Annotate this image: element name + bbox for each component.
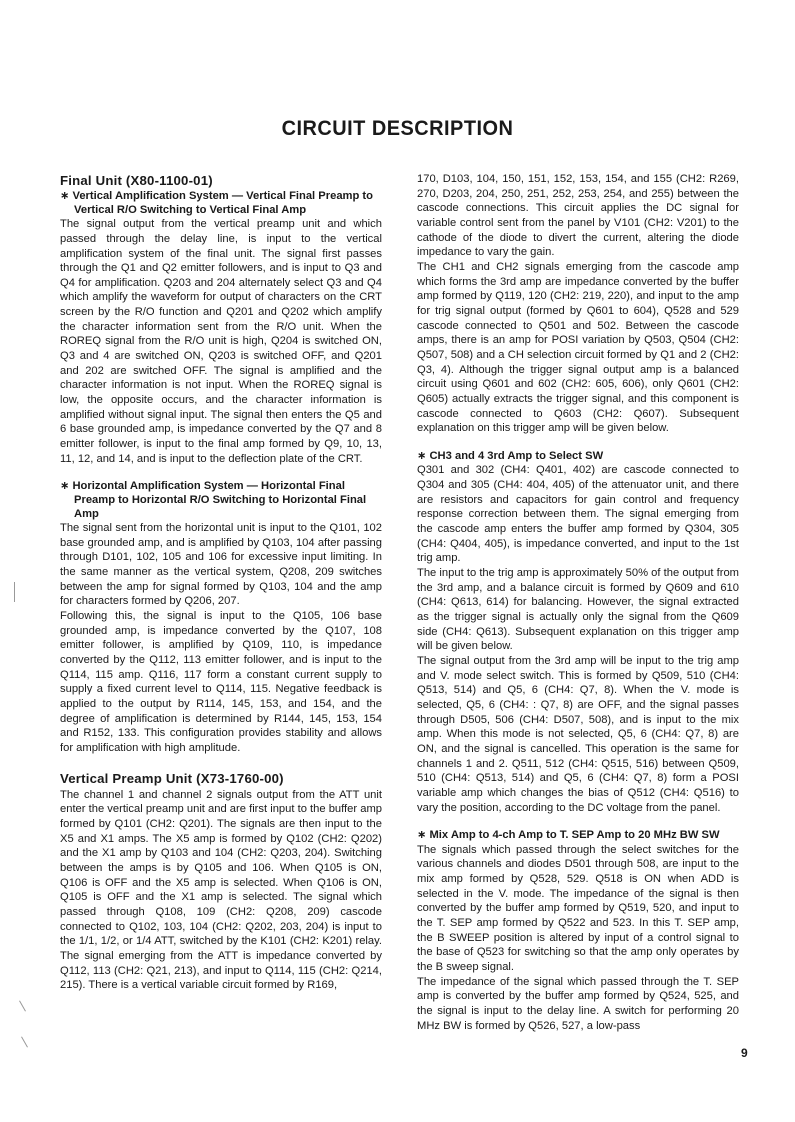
mix-amp-paragraph-2: The impedance of the signal which passed through the T. SEP amp is converted by the buffer amp formed by Q524, 525, and the signal is input to the delay line. A switch for performing 20 MHz BW is formed by Q526, 527, a low-pass bbox=[417, 975, 739, 1032]
ch34-paragraph-2: The input to the trig amp is approximately 50% of the output from the 3rd amp, and a balance circuit is formed by Q609 and 610 (CH4: Q613, 614) for balancing. However, the signal extracted as the trigger signal is actually only the signal from the Q609 side (CH4: Q613). Subsequent explanation on this trigger amp will be given below. bbox=[417, 567, 739, 653]
margin-mark bbox=[21, 1037, 28, 1048]
mix-amp-paragraph-1: The signals which passed through the select switches for the various channels and diodes D501 through 508, are input to the mix amp formed by Q528, 529. Q518 is ON when ADD is selected in the V. mode. The impedance of the signal is then converted by the buffer amp formed by Q519, 520, and input to the T. SEP amp formed by Q522 and 523. In this T. SEP amp, the B SWEEP position is altered by input of a control signal to the base of Q523 for switching so that the amp only operates by the B sweep signal. bbox=[417, 843, 739, 973]
left-column bbox=[60, 172, 382, 993]
ch34-paragraph-3: The signal output from the 3rd amp will be input to the trig amp and V. mode select switch. This is formed by Q509, 510 (CH4: Q513, 514) and Q5, 6 (CH4: Q7, 8). When the V. mode is selected, Q5, 6 (CH4: : Q7, 8) are OFF, and the signal passes through D505, 506 (CH4: D507, 508), and is input to the mix amp. When this mode is not selected, Q5, 6 (CH4: Q7, 8) are ON, and the signal is cancelled. This operation is the same for channels 1 and 2. Q511, 512 (CH4: Q515, 516) between Q509, 510 (CH4: Q513, 514) and Q5, 6 (CH4: Q7, 8) form a POSI variable amp which changes the bias of Q512 (CH4: Q516) to vary the position, according to the DC voltage from the panel. bbox=[417, 654, 739, 814]
horizontal-system-heading: ∗ Horizontal Amplification System — Horizontal Final Preamp to Horizontal R/O Switching to Horizontal Final Amp bbox=[60, 480, 367, 520]
final-unit-heading: Final Unit (X80-1100-01) bbox=[60, 173, 213, 188]
horizontal-system-paragraph-1: The signal sent from the horizontal unit is input to the Q101, 102 base grounded amp, and is amplified by Q103, 104 after passing through D101, 102, 105 and 106 for excessive input limiting. In the same manner as the vertical system, Q208, 209 switches between the amp for signal formed by Q103, 104 and the amp for characters formed by Q206, 207. bbox=[60, 522, 382, 608]
vertical-system-paragraph: The signal output from the vertical preamp unit and which passed through the delay line, is input to the vertical amplification system of the final unit. The signal first passes through the Q1 and Q2 emitter followers, and is input to Q3 and Q4 for amplification. Q203 and 204 alternately select Q3 and Q4 which amplify the waveform for output of characters on the CRT screen by the R/O function and Q201 and Q202 which amplify the character information sent from the R/O unit. When the ROREQ signal from the R/O unit is high, Q204 is switched ON, Q3 and 4 are switched ON, Q203 is switched OFF, and Q201 and 202 are switched OFF. The signal is amplified and the character information is not input. When the ROREQ signal is low, the opposite occurs, and the character information is amplified without signal input. The signal then enters the Q5 and 6 base grounded amp, is impedance converted by the Q7 and 8 emitter follower, is input to the final amp formed by Q9, 10, 13, 11, 12, and 14, and is input to the deflection plate of the CRT. bbox=[60, 218, 382, 465]
ch34-heading: ∗ CH3 and 4 3rd Amp to Select SW bbox=[417, 449, 604, 462]
vertical-system-heading: ∗ Vertical Amplification System — Vertical Final Preamp to Vertical R/O Switching to Vertical Final Amp bbox=[60, 190, 373, 216]
horizontal-system-paragraph-2: Following this, the signal is input to the Q105, 106 base grounded amp, is impedance converted by the Q107, 108 emitter follower, is amplified by Q109, 110, is impedance converted by the Q112, 113 emitter follower, and is input to the Q114, 115 amp. Q116, 117 form a constant current supply to supply a fixed current level to Q114, 115. Negative feedback is applied to the output by R114, 145, 153, and 154, and the degree of amplification is determined by R144, 145, 153, 154 and R152, 133. This configuration provides stability and allows for amplification with high amplitude. bbox=[60, 610, 382, 754]
margin-mark bbox=[19, 1001, 26, 1012]
right-column bbox=[417, 172, 739, 1033]
page-title: CIRCUIT DESCRIPTION bbox=[281, 117, 514, 140]
continued-paragraph-2: The CH1 and CH2 signals emerging from the cascode amp which forms the 3rd amp are impedance converted by the buffer amp formed by Q119, 120 (CH2: 219, 220), and input to the amp for trig signal output (formed by Q601 to 604), Q528 and 529 cascode connected to Q501 and 502. Between the cascode amps, there is an amp for POSI variation by Q503, Q504 (CH2: Q507, 508) and a CH selection circuit formed by Q1 and 2 (CH2: Q3, 4). Although the trigger signal output amp is a balanced circuit using Q601 and 602 (CH2: 605, 606), only Q601 (CH2: Q605) actually extracts the trigger signal, and this component is cascode connected to Q603 (CH2: Q607). Subsequent explanation on this trigger amp will be given below. bbox=[417, 260, 739, 435]
preamp-paragraph: The channel 1 and channel 2 signals output from the ATT unit enter the vertical preamp unit and are first input to the buffer amp formed by Q101 (CH2: Q201). The signals are then input to the X5 and X1 amps. The X5 amp is formed by Q102 (CH2: Q202) and the X1 amp by Q103 and 104 (CH2: Q203, 204). Switching between the amps is by Q105 and 106. When Q105 is ON, Q106 is OFF and the X5 amp is selected. When Q106 is ON, Q105 is OFF and the X1 amp is selected. The signal which passed through Q108, 109 (CH2: Q208, 209) cascode connected to Q102, 103, 104 (CH2: Q202, 203, 204) is input to the 1/1, 1/2, or 1/4 ATT, switched by the K101 (CH2: K201) relay. The signal emerging from the ATT is impedance converted by Q112, 113 (CH2: Q21, 213), and input to Q114, 115 (CH2: Q214, 215). There is a vertical variable circuit formed by R169, bbox=[60, 788, 382, 992]
continued-paragraph-1: 170, D103, 104, 150, 151, 152, 153, 154, and 155 (CH2: R269, 270, D203, 204, 250, 251, 252, 253, 254, and 255) between the cascode connections. This circuit applies the DC signal for variable control sent from the panel by V101 (CH2: V201) to the cathode of the diode to divert the current, altering the diode impedance to vary the gain. bbox=[417, 173, 739, 259]
page-number: 9 bbox=[741, 1046, 748, 1060]
preamp-unit-heading: Vertical Preamp Unit (X73-1760-00) bbox=[60, 770, 284, 786]
margin-mark bbox=[14, 582, 15, 602]
mix-amp-heading: ∗ Mix Amp to 4-ch Amp to T. SEP Amp to 20 MHz BW SW bbox=[417, 829, 720, 842]
ch34-paragraph-1: Q301 and 302 (CH4: Q401, 402) are cascode connected to Q304 and 305 (CH4: 404, 405) of the attenuator unit, and there are resistors and capacitors for gain control and frequency response correction between them. The signal emerging from the cascode amp enters the buffer amp formed by Q304, 305 (CH4: Q404, 405), is impedance converted, and input to the 1st trig amp. bbox=[417, 464, 739, 565]
